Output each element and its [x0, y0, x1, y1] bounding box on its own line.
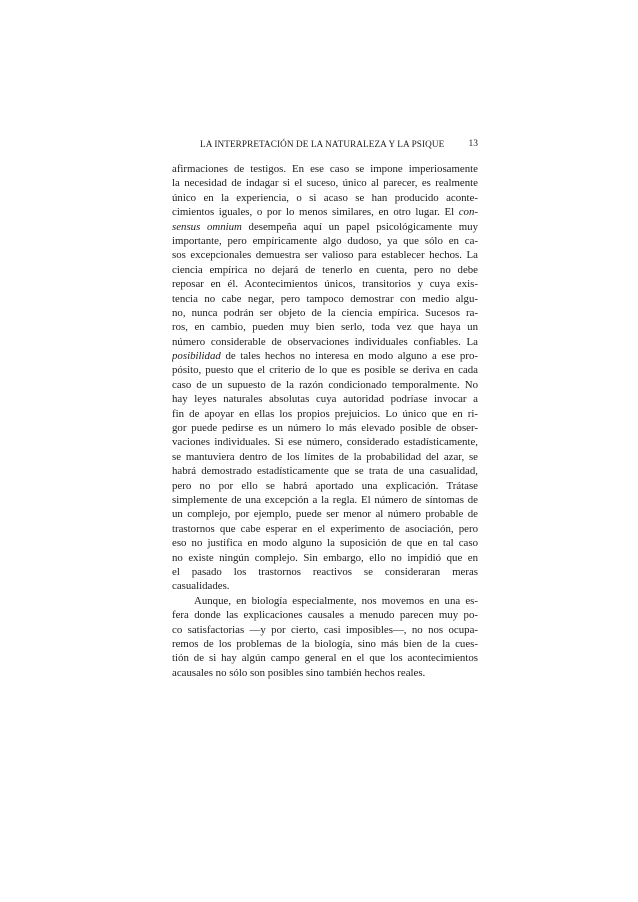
text-line: reposar en él. Acontecimientos únicos, transitorios y cuya exis- — [172, 278, 478, 291]
text-line: pero no por ello se habrá aportado una explicación. Trátase — [172, 479, 478, 492]
text-line: sos excepcionales demuestra ser valioso para establecer hechos. La — [172, 249, 478, 262]
text-line: un complejo, por ejemplo, puede ser menor al número probable de — [172, 508, 478, 521]
text-line: remos de los problemas de la biología, sino más bien de la cues- — [172, 637, 478, 650]
text-line: Aunque, en biología especialmente, nos movemos en una es- — [194, 594, 478, 607]
running-header — [172, 137, 478, 151]
text-line: no existe ningún complejo. Sin embargo, ello no impidió que en — [172, 551, 478, 564]
text-line: posibilidad de tales hechos no interesa en modo alguno a ese pro- — [172, 350, 478, 363]
running-title: LA INTERPRETACIÓN DE LA NATURALEZA Y LA PSIQUE — [200, 139, 445, 149]
text-line: trastornos que cabe esperar en el experimento de asociación, pero — [172, 522, 478, 535]
text-line: eso no justifica en modo alguno la suposición de que en tal caso — [172, 537, 478, 550]
text-line: número considerable de observaciones individuales confiables. La — [172, 335, 478, 348]
text-line: co satisfactorias —y por cierto, casi imposibles—, no nos ocupa- — [172, 623, 478, 636]
page-number: 13 — [468, 139, 478, 149]
text-line: ros, en cambio, pueden muy bien serlo, toda vez que haya un — [172, 321, 478, 334]
text-line: gor puede pedirse es un número lo más elevado posible de obser- — [172, 422, 478, 435]
text-line: se mantuviera dentro de los límites de la probabilidad del azar, se — [172, 450, 478, 463]
text-line: afirmaciones de testigos. En ese caso se impone imperiosamente — [172, 163, 478, 175]
text-line: tencia no cabe negar, pero tampoco demostrar con medio algu- — [172, 292, 478, 305]
text-line: fin de apoyar en ellas los propios prejuicios. Lo único que en ri- — [172, 407, 478, 420]
text-line: vaciones individuales. Si ese número, considerado estadísticamente, — [172, 436, 478, 449]
text-line: tión de si hay algún campo general en el que los acontecimientos — [172, 652, 478, 665]
text-line: caso de un supuesto de la razón condicionado temporalmente. No — [172, 378, 478, 391]
text-line: fera donde las explicaciones causales a menudo parecen muy po- — [172, 609, 478, 622]
text-line: no, nunca podrán ser objeto de la ciencia empírica. Sucesos ra- — [172, 306, 478, 319]
text-line: cimientos iguales, o por lo menos similares, en otro lugar. El con- — [172, 206, 478, 219]
text-line: habrá demostrado estadísticamente que se trata de una casualidad, — [172, 465, 478, 478]
text-line: sensus omnium desempeña aquí un papel psicológicamente muy — [172, 220, 478, 233]
text-line: acausales no sólo son posibles sino también hechos reales. — [172, 666, 426, 679]
text-line: pósito, puesto que el criterio de lo que es posible se deriva en cada — [172, 364, 478, 377]
text-line: simplemente de una excepción a la regla. El número de síntomas de — [172, 493, 478, 506]
text-line: importante, pero empíricamente algo dudoso, ya que sólo en ca- — [172, 234, 478, 247]
text-line: casualidades. — [172, 580, 230, 593]
text-line: el pasado los trastornos reactivos se consideraran meras — [172, 565, 478, 578]
text-line: la necesidad de indagar si el suceso, único al parecer, es realmente — [172, 177, 478, 190]
text-line: hay leyes naturales absolutas cuya autoridad podríase invocar a — [172, 393, 478, 406]
body-text — [172, 162, 478, 680]
text-line: único en la experiencia, o si acaso se han producido aconte- — [172, 191, 478, 204]
text-line: ciencia empírica no dejará de tenerlo en cuenta, pero no debe — [172, 263, 478, 276]
